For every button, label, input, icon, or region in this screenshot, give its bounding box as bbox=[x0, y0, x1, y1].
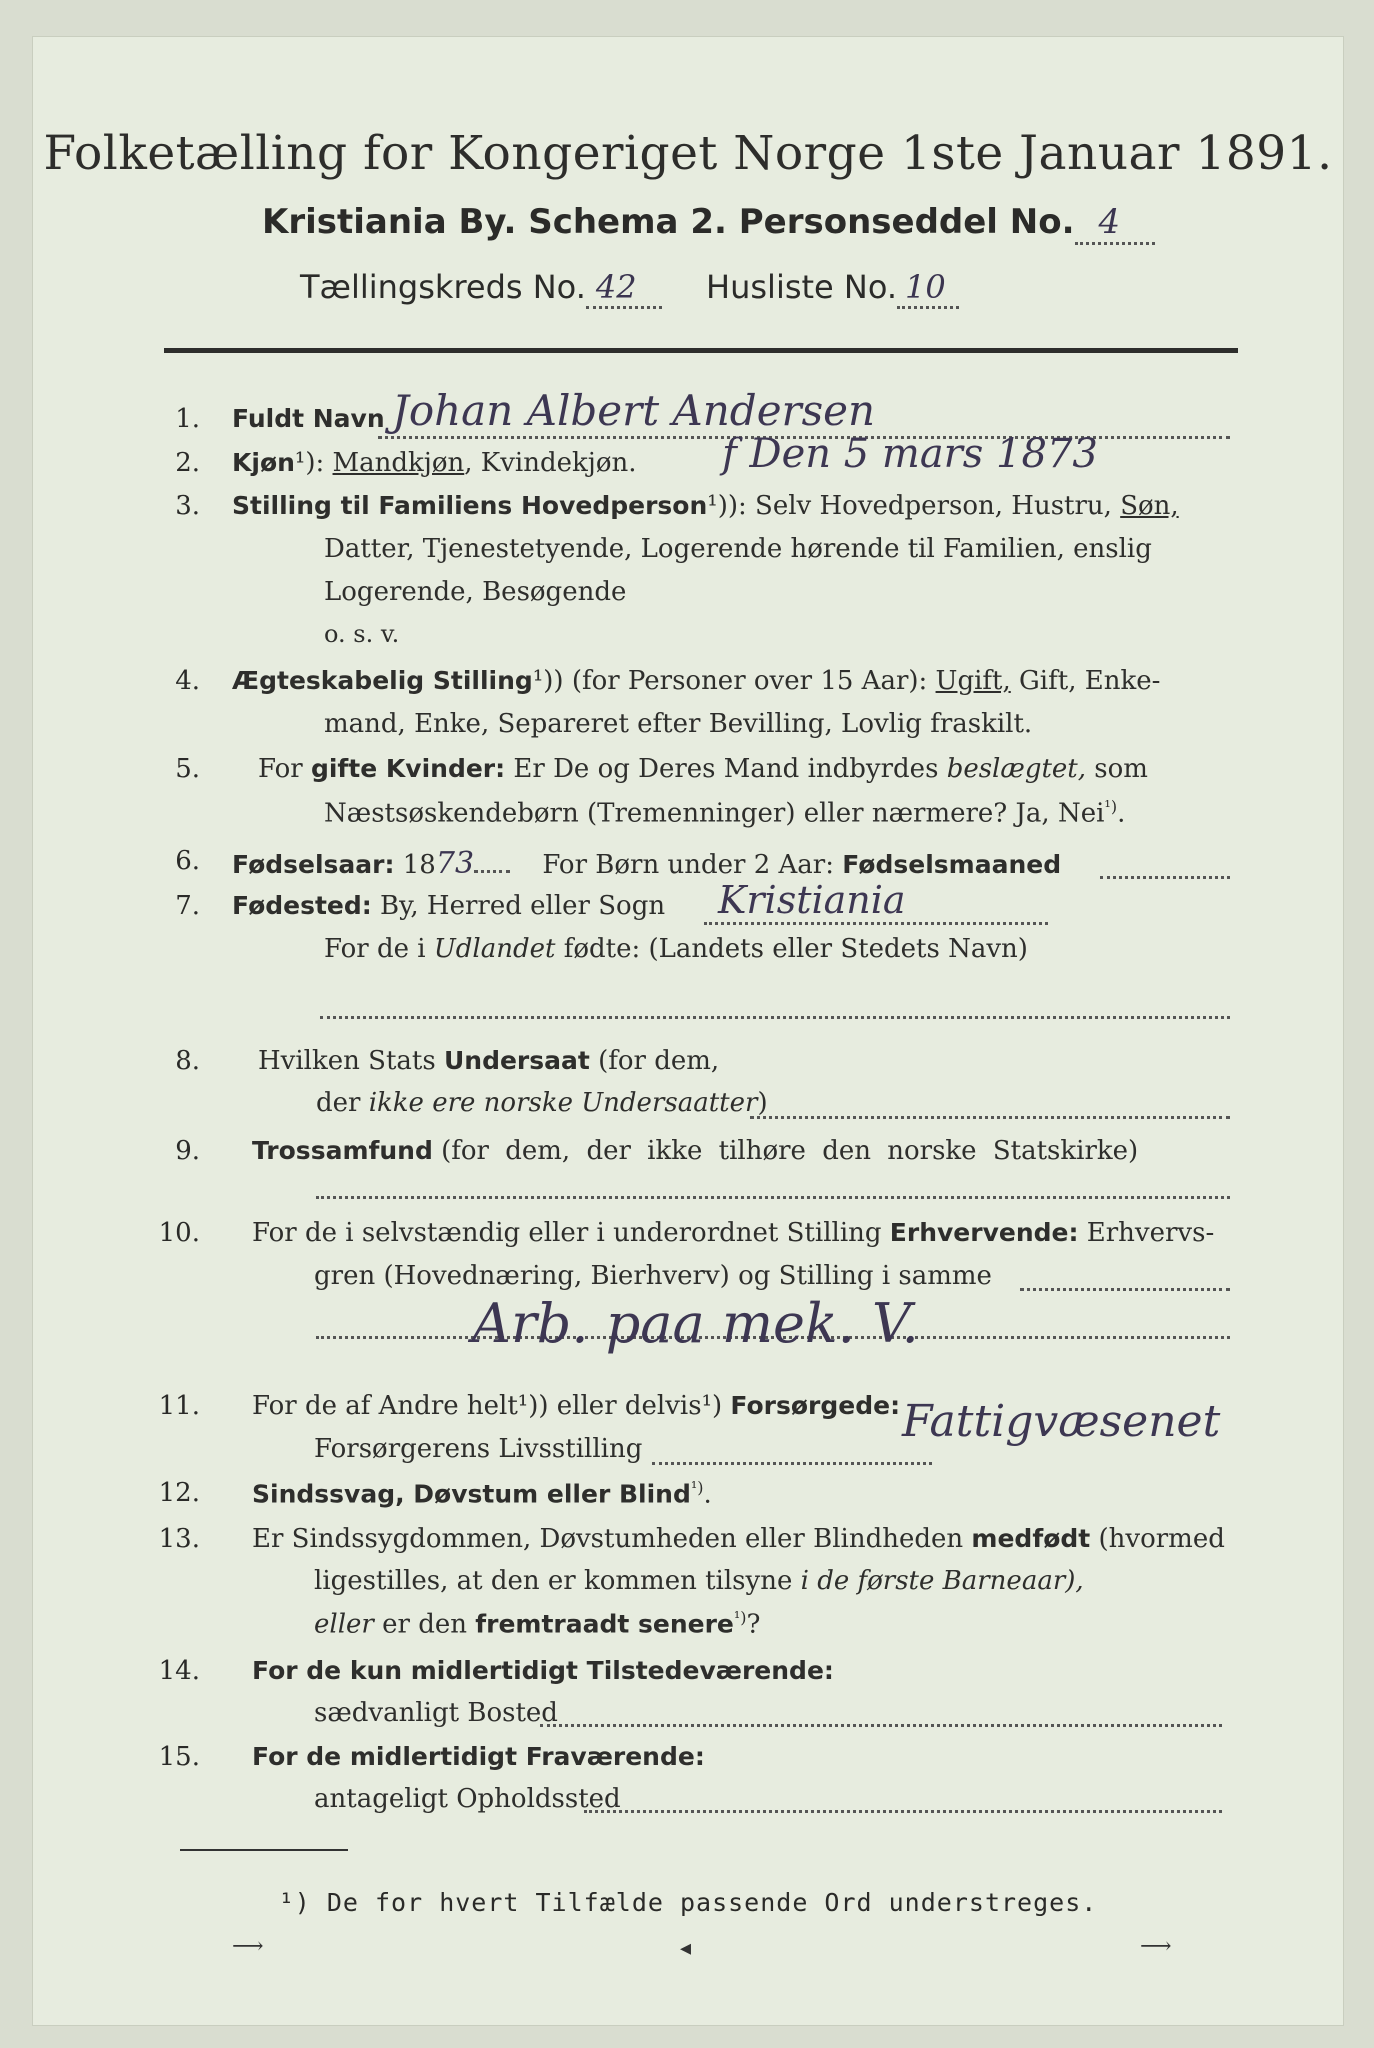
item-number: 1. bbox=[175, 404, 200, 434]
item-3: Stilling til Familiens Hovedperson¹)): Selv Hovedperson, Hustru, Søn, bbox=[232, 491, 1179, 521]
arrow-mark-icon: ⟶ bbox=[1140, 1934, 1172, 1959]
item-number: 6. bbox=[175, 846, 200, 876]
nationality-line bbox=[750, 1116, 1230, 1119]
arrow-mark-icon: ⟶ bbox=[232, 1934, 264, 1959]
item-11-line2: Forsørgerens Livsstilling bbox=[314, 1434, 643, 1464]
item-13: Er Sindssygdommen, Døvstumheden eller Blindheden medfødt (hvormed bbox=[252, 1524, 1225, 1554]
item-8: Hvilken Stats Undersaat (for dem, bbox=[258, 1046, 720, 1076]
item-number: 15. bbox=[158, 1742, 200, 1772]
item-12: Sindssvag, Døvstum eller Blind$^{^1)}$. bbox=[252, 1478, 712, 1510]
item-number: 13. bbox=[158, 1524, 200, 1554]
item-14: For de kun midlertidigt Tilstedeværende: bbox=[252, 1656, 834, 1685]
item-number: 11. bbox=[158, 1391, 200, 1421]
census-form bbox=[32, 36, 1344, 2026]
item-8-line2: der ikke ere norske Undersaatter) bbox=[316, 1088, 768, 1118]
taellingskreds-number: 42 bbox=[595, 268, 637, 306]
item-10-line2: gren (Hovednæring, Bierhverv) og Stilling i samme bbox=[314, 1261, 992, 1291]
footnote: ¹) De for hvert Tilfælde passende Ord understreges. bbox=[278, 1888, 1098, 1917]
item-5: For gifte Kvinder: Er De og Deres Mand indbyrdes beslægtet, som bbox=[258, 754, 1148, 784]
item-3-line4: o. s. v. bbox=[324, 620, 400, 648]
footnote-rule bbox=[180, 1849, 348, 1851]
item-1: Fuldt Navn bbox=[232, 404, 385, 433]
arrow-mark-icon: ◂ bbox=[680, 1936, 692, 1961]
provider-line bbox=[652, 1462, 932, 1465]
item-9: Trossamfund (for dem, der ikke tilhøre den norske Statskirke) bbox=[252, 1136, 1139, 1166]
item-7-line2: For de i Udlandet fødte: (Landets eller Stedets Navn) bbox=[324, 934, 1028, 964]
occupation-entry: Arb. paa mek. V. bbox=[472, 1292, 919, 1355]
item-3-line3: Logerende, Besøgende bbox=[324, 577, 627, 607]
item-number: 3. bbox=[175, 491, 200, 521]
foreign-line bbox=[320, 1016, 1230, 1019]
item-5-line2: Næstsøskendebørn (Tremenninger) eller nærmere? Ja, Nei$^{^1)}$. bbox=[324, 797, 1126, 829]
district-line: Tællingskreds No. 42 Husliste No. 10 bbox=[300, 268, 959, 309]
item-number: 2. bbox=[175, 448, 200, 478]
item-4: Ægteskabelig Stilling¹)) (for Personer over 15 Aar): Ugift, Gift, Enke- bbox=[232, 666, 1161, 696]
occupation-line1 bbox=[1020, 1288, 1230, 1291]
birthplace-entry: Kristiania bbox=[718, 878, 906, 922]
item-6: Fødselsaar: 1873 For Børn under 2 Aar: Fødselsmaaned bbox=[232, 846, 1062, 881]
abode-line bbox=[584, 1810, 1222, 1813]
item-number: 8. bbox=[175, 1046, 200, 1076]
provider-entry: Fattigvæsenet bbox=[902, 1396, 1221, 1447]
item-number: 10. bbox=[158, 1218, 200, 1248]
item-number: 9. bbox=[175, 1136, 200, 1166]
item-number: 7. bbox=[175, 891, 200, 921]
husliste-number: 10 bbox=[905, 268, 946, 306]
birth-year-entry: 73 bbox=[435, 846, 475, 881]
personseddel-number: 4 bbox=[1098, 202, 1121, 242]
header-rule bbox=[164, 348, 1238, 353]
item-11: For de af Andre helt¹)) eller delvis¹) Forsørgede: bbox=[252, 1391, 901, 1421]
item-7: Fødested: By, Herred eller Sogn bbox=[232, 891, 666, 921]
item-number: 14. bbox=[158, 1656, 200, 1686]
form-subtitle: Kristiania By. Schema 2. Personseddel No. 4 bbox=[262, 202, 1155, 245]
birthplace-line bbox=[704, 922, 1048, 925]
month-line bbox=[1100, 876, 1230, 879]
item-3-line2: Datter, Tjenestetyende, Logerende hørende til Familien, enslig bbox=[324, 534, 1152, 564]
item-13-line2: ligestilles, at den er kommen tilsyne i de første Barneaar), bbox=[314, 1566, 1084, 1596]
selected-son: Søn, bbox=[1120, 491, 1179, 521]
item-15-line2: antageligt Opholdssted bbox=[314, 1784, 621, 1814]
item-2: Kjøn¹): Mandkjøn, Kvindekjøn. bbox=[232, 448, 637, 478]
item-15: For de midlertidigt Fraværende: bbox=[252, 1742, 705, 1771]
birth-date-entry: f Den 5 mars 1873 bbox=[722, 431, 1098, 477]
item-number: 12. bbox=[158, 1478, 200, 1508]
selected-ugift: Ugift, bbox=[935, 666, 1011, 696]
item-4-line2: mand, Enke, Separeret efter Bevilling, Lovlig fraskilt. bbox=[324, 709, 1033, 739]
residence-line bbox=[540, 1724, 1222, 1727]
item-13-line3: eller er den fremtraadt senere$^{^1)}$? bbox=[314, 1608, 761, 1640]
form-title: Folketælling for Kongeriget Norge 1ste Januar 1891. bbox=[43, 126, 1333, 181]
item-number: 5. bbox=[175, 754, 200, 784]
item-10: For de i selvstændig eller i underordnet Stilling Erhvervende: Erhvervs- bbox=[252, 1218, 1215, 1248]
item-14-line2: sædvanligt Bosted bbox=[314, 1698, 558, 1728]
full-name-entry: Johan Albert Andersen bbox=[392, 386, 876, 435]
religion-line bbox=[316, 1196, 1230, 1199]
item-number: 4. bbox=[175, 666, 200, 696]
